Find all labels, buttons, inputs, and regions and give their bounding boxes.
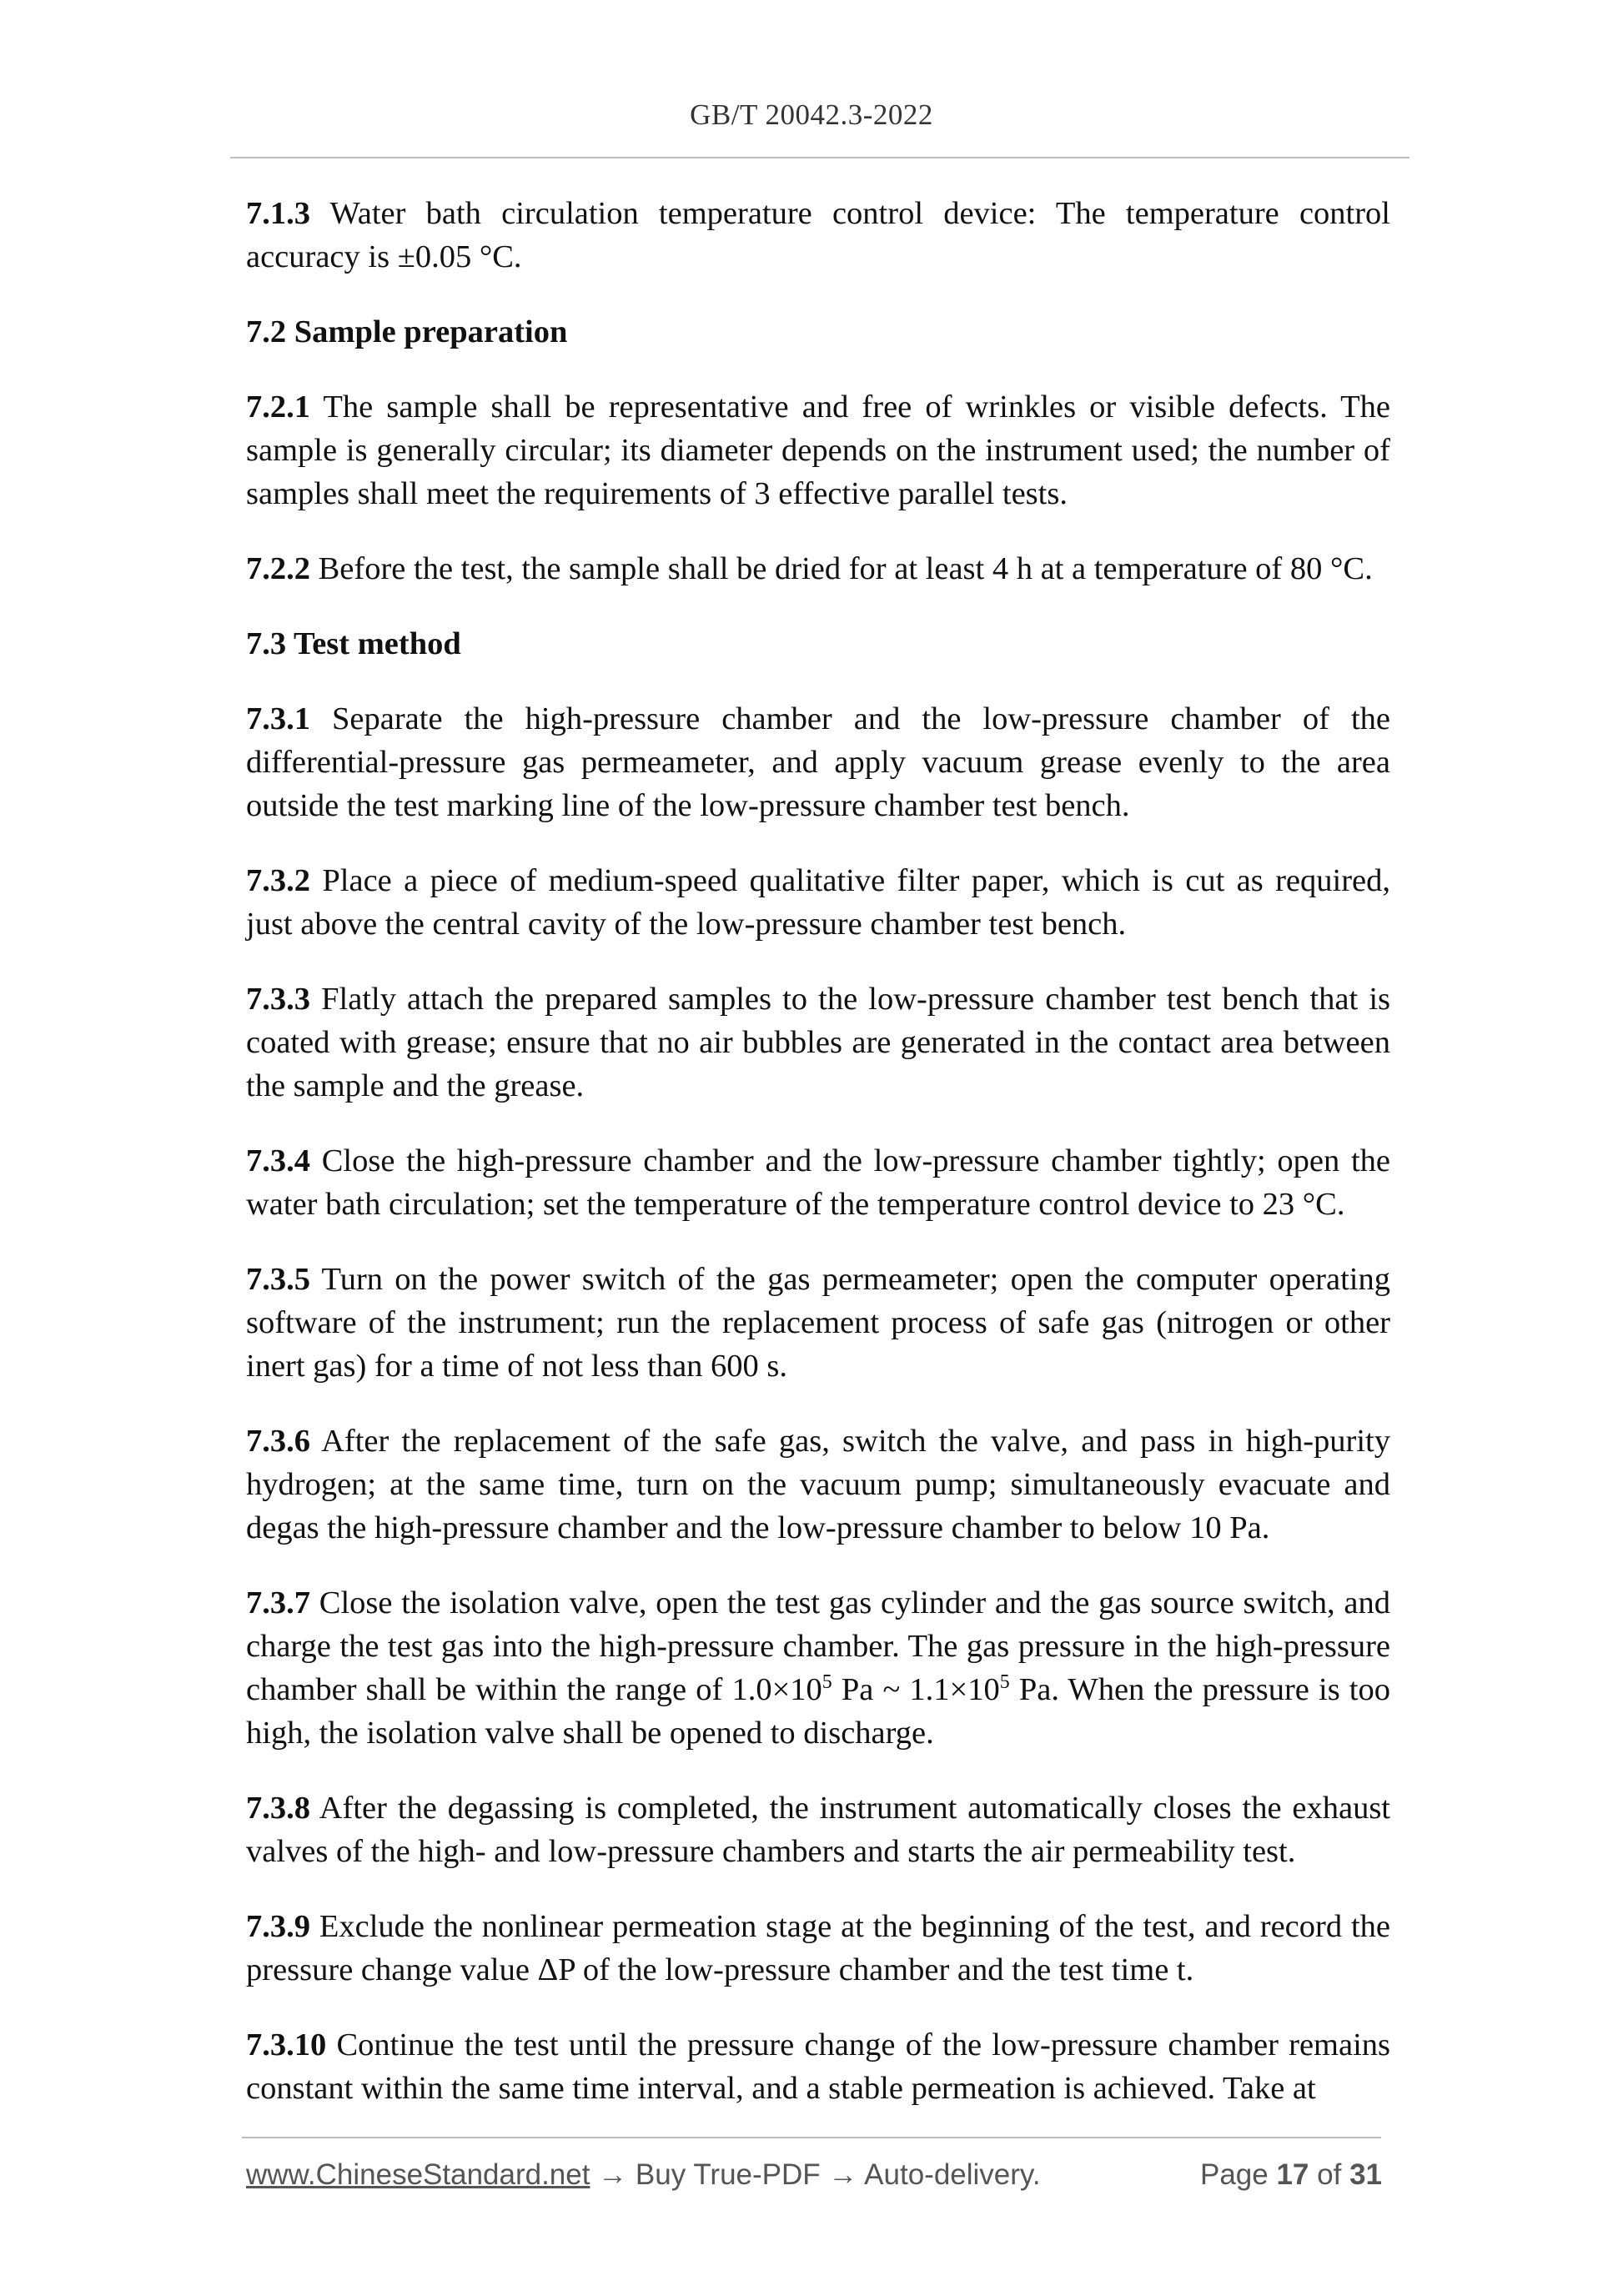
document-header: GB/T 20042.3-2022 bbox=[690, 98, 933, 131]
total-page-count: 31 bbox=[1349, 2158, 1382, 2191]
clause-text: Pa. When the pressure is too high, the isolation valve shall be opened to discharge. bbox=[246, 1672, 1390, 1751]
arrow-right-icon: → bbox=[828, 2158, 858, 2191]
clause-number: 7.3.9 bbox=[246, 1909, 310, 1944]
clause-text: Separate the high-pressure chamber and the low-pressure chamber of the differential-pressure gas permeameter, and apply vacuum grease evenly to the area outside the test marking line of the low-pressure chamber test bench. bbox=[246, 701, 1390, 823]
clause-7-3-8 bbox=[246, 1786, 1390, 1873]
clause-number: 7.2.1 bbox=[246, 389, 310, 425]
footer-delivery-text: Auto-delivery. bbox=[857, 2158, 1041, 2191]
clause-text: Place a piece of medium-speed qualitative filter paper, which is cut as required, just above the central cavity of the low-pressure chamber test bench. bbox=[246, 863, 1390, 942]
clause-number: 7.3.3 bbox=[246, 982, 310, 1017]
clause-text: Pa ~ 1.1×10 bbox=[832, 1672, 1000, 1707]
clause-text: Flatly attach the prepared samples to the low-pressure chamber test bench that is coated with grease; ensure that no air bubbles are generated in the contact area between the sample and the grease. bbox=[246, 982, 1390, 1103]
clause-7-1-3 bbox=[246, 192, 1390, 279]
clause-text: After the replacement of the safe gas, switch the valve, and pass in high-purity hydrogen; at the same time, turn on the vacuum pump; simultaneously evacuate and degas the high-pressure chamber and the low-pressure chamber to below 10 Pa. bbox=[246, 1424, 1390, 1545]
page-of-label: of bbox=[1317, 2158, 1342, 2191]
clause-7-2-1 bbox=[246, 385, 1390, 515]
clause-text: Close the high-pressure chamber and the low-pressure chamber tightly; open the water bath circulation; set the temperature of the temperature control device to 23 °C. bbox=[246, 1143, 1390, 1222]
page-footer bbox=[246, 2158, 1382, 2197]
clause-number: 7.3.5 bbox=[246, 1262, 310, 1297]
clause-number: 7.2.2 bbox=[246, 551, 310, 586]
exponent: 5 bbox=[822, 1671, 832, 1694]
clause-text: The sample shall be representative and free of wrinkles or visible defects. The sample is generally circular; its diameter depends on the instrument used; the number of samples shall meet the requirements of 3 effective parallel tests. bbox=[246, 389, 1390, 511]
clause-7-3-4 bbox=[246, 1139, 1390, 1226]
clause-7-3-2 bbox=[246, 859, 1390, 946]
clause-7-3-1 bbox=[246, 697, 1390, 827]
clause-7-3-10 bbox=[246, 2023, 1390, 2110]
footer-promo bbox=[246, 2158, 1041, 2192]
footer-divider bbox=[242, 2137, 1381, 2138]
page-label: Page bbox=[1199, 2158, 1269, 2191]
clause-number: 7.3.4 bbox=[246, 1143, 310, 1178]
section-heading-7-3: 7.3 Test method bbox=[246, 626, 461, 661]
clause-number: 7.3.7 bbox=[246, 1585, 310, 1620]
clause-text: Exclude the nonlinear permeation stage at the beginning of the test, and record the pressure change value ΔP of the low-pressure chamber and the test time t. bbox=[246, 1909, 1390, 1987]
clause-7-3-9 bbox=[246, 1905, 1390, 1992]
clause-7-3-7 bbox=[246, 1581, 1390, 1755]
clause-number: 7.3.10 bbox=[246, 2027, 327, 2062]
exponent: 5 bbox=[999, 1671, 1010, 1694]
clause-number: 7.1.3 bbox=[246, 196, 310, 231]
clause-7-3-6 bbox=[246, 1419, 1390, 1550]
clause-number: 7.3.6 bbox=[246, 1424, 310, 1459]
clause-text: Close the isolation valve, open the test gas cylinder and the gas source switch, and charge the test gas into the high-pressure chamber. The gas pressure in the high-pressure chamber shall be within the range of 1.0×10 bbox=[246, 1585, 1390, 1707]
clause-7-3-3 bbox=[246, 977, 1390, 1108]
clause-number: 7.3.8 bbox=[246, 1791, 310, 1826]
document-body bbox=[246, 192, 1390, 2142]
clause-text: Water bath circulation temperature control device: The temperature control accuracy is ±0.05 °C. bbox=[246, 196, 1390, 274]
arrow-right-icon: → bbox=[598, 2158, 628, 2191]
header-divider bbox=[230, 157, 1409, 158]
clause-7-2-2 bbox=[246, 547, 1390, 590]
page-indicator bbox=[1200, 2158, 1382, 2192]
website-link[interactable]: www.ChineseStandard.net bbox=[246, 2158, 590, 2191]
current-page-number: 17 bbox=[1276, 2158, 1309, 2191]
clause-number: 7.3.1 bbox=[246, 701, 310, 736]
footer-buy-text: Buy True-PDF bbox=[627, 2158, 829, 2191]
clause-text: Before the test, the sample shall be dried for at least 4 h at a temperature of 80 °C. bbox=[310, 551, 1373, 586]
clause-text: Continue the test until the pressure change of the low-pressure chamber remains constant within the same time interval, and a stable permeation is achieved. Take at bbox=[246, 2027, 1390, 2106]
clause-text: After the degassing is completed, the instrument automatically closes the exhaust valves of the high- and low-pressure chambers and starts the air permeability test. bbox=[246, 1791, 1390, 1869]
clause-number: 7.3.2 bbox=[246, 863, 310, 898]
section-heading-7-2: 7.2 Sample preparation bbox=[246, 314, 568, 349]
clause-7-3-5 bbox=[246, 1258, 1390, 1388]
clause-text: Turn on the power switch of the gas permeameter; open the computer operating software of the instrument; run the replacement process of safe gas (nitrogen or other inert gas) for a time of not less than 600 s. bbox=[246, 1262, 1390, 1384]
